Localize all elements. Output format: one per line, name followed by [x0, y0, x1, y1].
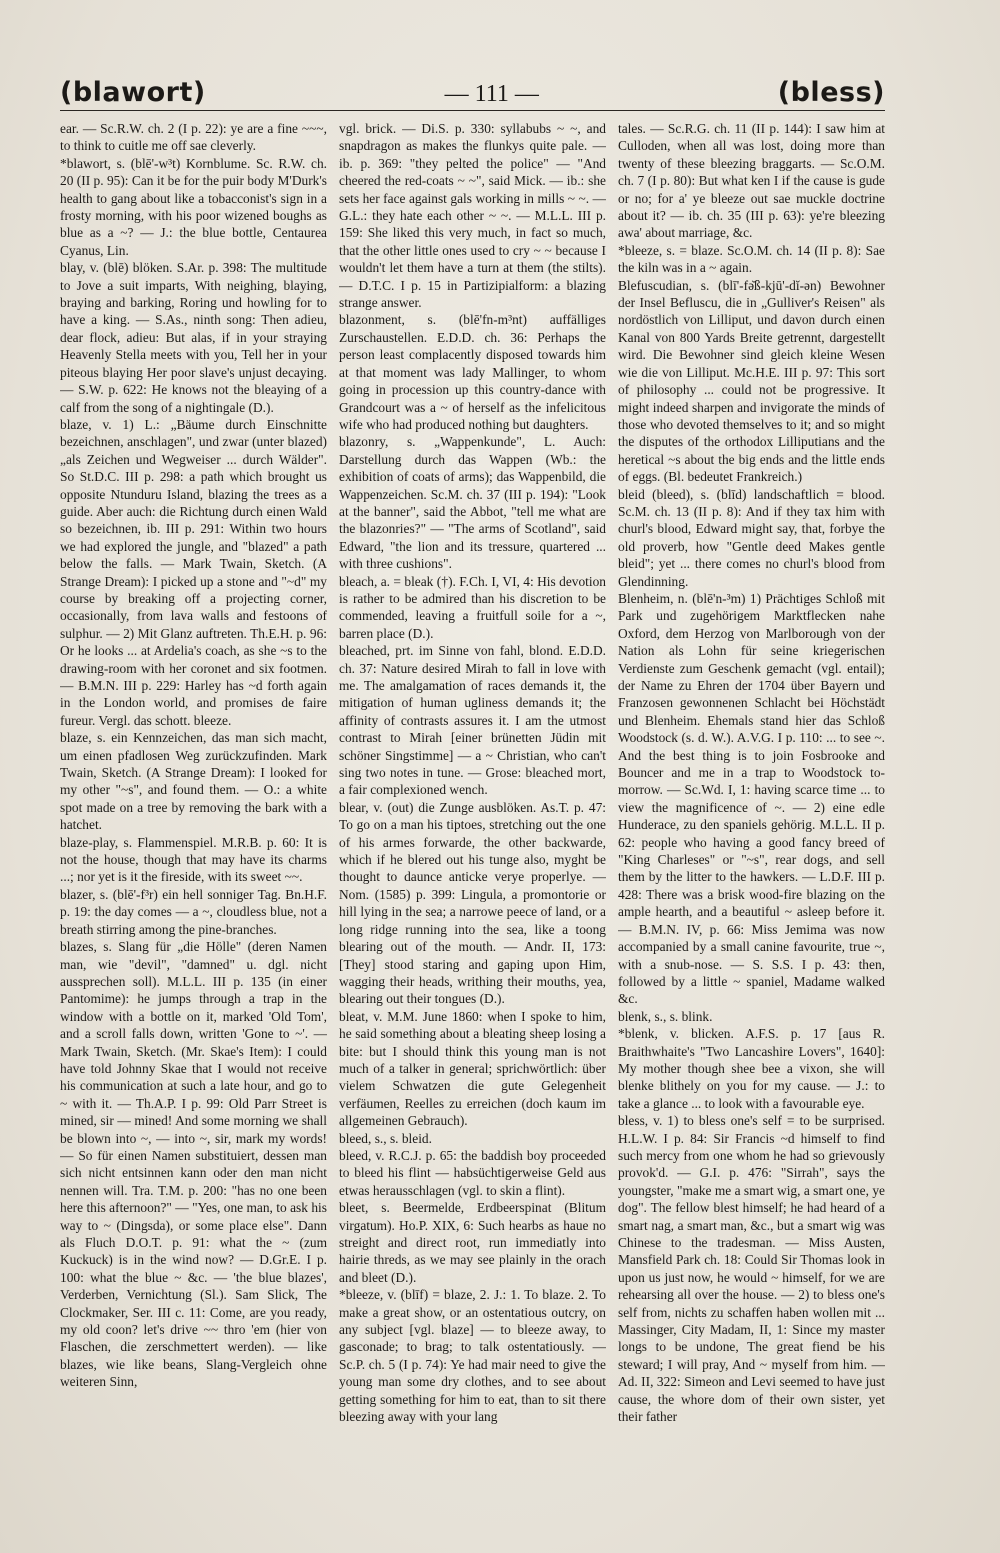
dictionary-entry: Blenheim, n. (blē'n-³m) 1) Prächtiges Schloß mit Park und zugehörigem Marktflecken nahe Oxford, dem Herzog von Marlborough von der Nation als Lohn für seine kriegerischen Verdienste zum Geschenk gemacht (vgl. entail); der Name zu Ehren der 1704 über Bayern und Franzosen gewonnenen Schlacht bei Höchstädt und Blenheim. Ehemals stand hier das Schloß Woodstock (s. d. W.). A.V.G. I p. 110: ... to see ~. And the best thing is to join Fosbrooke and Bouncer and me in a trap to Woodstock to-morrow. — Sc.Wd. I, 1: having scarce time ... to view the magnificence of ~. — 2) eine edle Hunderace, zu den spaniels gehörig. M.L.L. II p. 62: people who having a good fancy breed of "King Charleses" or "~s", rear dogs, and sell them by the litter to the hawkers. — L.D.F. III p. 428: There was a brisk wood-fire blazing on the ample hearth, and a beautiful ~ asleep before it. — B.M.N. IV, p. 66: Miss Jemima was now accompanied by a small canine favourite, true ~, with a snub-nose. — S. S.S. I p. 43: then, followed by a little ~ spaniel, Madame walked &c. [618, 590, 885, 1007]
column-left [60, 120, 327, 1540]
dictionary-entry: tales. — Sc.R.G. ch. 11 (II p. 144): I saw him at Culloden, when all was lost, doing more than twenty of these bleezing braggarts. — Sc.O.M. ch. 7 (I p. 80): But what ken I if the cause is gude or no; for a' ye bleeze out sae muckle doctrine about it? — ib. ch. 35 (III p. 63): ye're bleezing awa' about marriage, &c. [618, 121, 885, 241]
text-columns [60, 120, 885, 1540]
dictionary-entry: blaze, v. 1) L.: „Bäume durch Einschnitte bezeichnen, anschlagen", und zwar (unter blazed) „als Zeichen und Wegweiser ... durch Wälder". So St.D.C. III p. 298: a path which brought us opposite Ntunduru Island, blazing the trees as a guide. Aber auch: die Richtung durch einen Wald so bezeichnen, ib. III p. 291: Within two hours we had explored the jungle, and "blazed" a path below the falls. — Mark Twain, Sketch. (A Strange Dream): I picked up a stone and "~d" my course by breaking off a projecting corner, occasionally, from lava walls and festoons of sulphur. — 2) Mit Glanz auftreten. Th.E.H. p. 96: Or he looks ... at Ardelia's coach, as she ~s to the drawing-room with her coronet and six footmen. — B.M.N. III p. 229: Harley has ~d forth again in the London world, and promises de faire fureur. Vergl. das schott. bleeze. [60, 416, 327, 728]
dictionary-entry: bleat, v. M.M. June 1860: when I spoke to him, he said something about a bleating sheep losing a bite: but I should think this young man is not much of a talker in general; sprichwörtlich: über vielem Schwatzen die gute Gelegenheit verfäumen, Reelles zu erreichen (doch kaum im allgemeinen Gebrauch). [339, 1008, 606, 1129]
dictionary-entry: blazonment, s. (blē'fn-m³nt) auffälliges Zurschaustellen. E.D.D. ch. 36: Perhaps the person least complacently disposed towards him at that moment was lady Mallinger, to whom going in procession up this country-dance with Grandcourt was a ~ of herself as the infelicitous wife who had produced nothing but daughters. [339, 312, 606, 432]
right-running-headword: (bless) [777, 77, 885, 108]
page-number: — 111 — [444, 81, 539, 107]
header-rule [60, 110, 885, 111]
dictionary-entry: bleach, a. = bleak (†). F.Ch. I, VI, 4: His devotion is rather to be admired than his discretion to be commended, leaving a fruitfull soile for a ~, barren place (D.). [339, 573, 606, 641]
dictionary-entry: blazonry, s. „Wappenkunde", L. Auch: Darstellung durch das Wappen (Wb.: the exhibition of coats of arms); das Wappenbild, die Wappenzeichen. Sc.M. ch. 37 (III p. 194): "Look at the banner", said the Abbot, "tell me what are the blazonries?" — "The arms of Scotland", said Edward, "the lion and its tressure, quartered ... with three cushions". [339, 434, 606, 572]
dictionary-entry: bleet, s. Beermelde, Erdbeerspinat (Blitum virgatum). Ho.P. XIX, 6: Such hearbs as haue no streight and direct root, run immediatly into hairie threds, as we may see plainly in the orach and bleet (D.). [339, 1200, 606, 1285]
left-running-headword: (blawort) [60, 77, 206, 108]
dictionary-entry: Blefuscudian, s. (blī'-fə̆ß-kjū'-dĭ-ən) Bewohner der Insel Befluscu, die in „Gulliver's Reisen" als nordöstlich von Lilliput, und davon durch einen Kanal von 800 Yards Breite getrennt, dargestellt wird. Die Bewohner sind gleich kleine Wesen wie die von Lilliput. Mc.H.E. III p. 97: This sort of philosophy ... could not be progressive. It might indeed sharpen and invigorate the minds of those who devoted themselves to it; and so might the disputes of the orthodox Lilliputians and the heretical ~s about the big ends and the little ends of eggs. (Bl. bedeutet Frankreich.) [618, 277, 885, 485]
dictionary-entry: *bleeze, v. (blīf) = blaze, 2. J.: 1. To blaze. 2. To make a great show, or an ostentatious outcry, on any subject [vgl. blaze] — to bleeze away, to gasconade; to brag; to talk ostentatiously. — Sc.P. ch. 5 (I p. 74): Ye had mair need to give the young man some dry clothes, and to see about getting something for him to eat, than to sit there bleezing away with your lang [339, 1287, 606, 1425]
dictionary-entry: bleed, v. R.C.J. p. 65: the baddish boy proceeded to bleed his flint — habsüchtigerweise Geld aus etwas herausschlagen (vgl. to skin a flint). [339, 1147, 606, 1198]
dictionary-entry: bleid (bleed), s. (blīd) landschaftlich = blood. Sc.M. ch. 13 (II p. 8): And if they tax him with churl's blood, Edward might say, that, forbye the old proverb, how "Gentle deed Makes gentle bleid"; yet ... there comes no churl's blood from Glendinning. [618, 486, 885, 589]
column-middle [339, 120, 606, 1540]
dictionary-entry: *blenk, v. blicken. A.F.S. p. 17 [aus R. Braithwhaite's "Two Lancashire Lovers", 1640]: My mother though shee bee a vixon, she will blenke blithely on you for my cause. — J.: to take a glance ... to look with a favourable eye. [618, 1026, 885, 1111]
dictionary-entry: bleached, prt. im Sinne von fahl, blond. E.D.D. ch. 37: Nature desired Mirah to fall in love with me. The amalgamation of races demands it, the mitigation of human ugliness demands it; the affinity of contrasts assures it. I am the utmost contrast to Mirah [einer brünetten Jüdin mit schöner Singstimme] — a ~ Christian, who can't sing two notes in tune. — Grose: bleached mort, a fair complexioned wench. [339, 643, 606, 798]
dictionary-entry: blear, v. (out) die Zunge ausblöken. As.T. p. 47: To go on a man his tiptoes, stretching out the one of his armes forwarde, the other backwarde, which if he blered out his tunge also, myght be thought to daunce anticke verye properlye. — Nom. (1585) p. 399: Lingula, a promontorie or hill lying in the sea; a narrowe peece of land, or a long ridge running into the sea, like a toong blearing out of the mouth. — Andr. II, 173: [They] stood staring and gaping upon Him, wagging their heads, writhing their mouths, yea, blearing out their tongues (D.). [339, 799, 606, 1007]
dictionary-entry: blenk, s., s. blink. [618, 1008, 713, 1024]
dictionary-entry: blazer, s. (blē'-f³r) ein hell sonniger Tag. Bn.H.F. p. 19: the day comes — a ~, cloudless blue, not a breath stirring among the pine-branches. [60, 886, 327, 937]
page-header [60, 70, 885, 108]
dictionary-entry: ear. — Sc.R.W. ch. 2 (I p. 22): ye are a fine ~~~, to think to cuitle me off sae cleverly. [60, 121, 327, 154]
dictionary-entry: blay, v. (blē) blöken. S.Ar. p. 398: The multitude to Jove a suit imparts, With neighing, blaying, braying and barking, Roring und howling for to have a king. — S.As., ninth song: Then adieu, dear flock, adieu: But alas, if in your straying Heavenly Stella meets with you, Tell her in your piteous blaying Her poor slave's unjust decaying. — S.W. p. 622: He knows not the bleaying of a calf from the song of a nightingale (D.). [60, 260, 327, 415]
dictionary-entry: *blawort, s. (blē'-w³t) Kornblume. Sc. R.W. ch. 20 (II p. 95): Can it be for the puir body M'Durk's health to gang about like a tobacconist's sign in a frosty morning, with his poor wizened boughs as blue as a ~? — J.: the blue bottle, Centaurea Cyanus, Lin. [60, 155, 327, 258]
column-right [618, 120, 885, 1540]
dictionary-entry: bless, v. 1) to bless one's self = to be surprised. H.L.W. I p. 84: Sir Francis ~d himself to find such mercy from one whom he had so grievously provok'd. — G.I. p. 476: "Sirrah", says the youngster, "make me a smart wig, a smart one, ye dog". The fellow blest himself; he had heard of a smart nag, a smart man, &c., but a smart wig was Chinese to the tradesman. — Miss Austen, Mansfield Park ch. 18: Could Sir Thomas look in upon us just now, he would ~ himself, for we are rehearsing all over the house. — 2) to bless one's self from, nichts zu schaffen haben wollen mit ... Massinger, City Madam, II, 1: Since my master longs to be undone, The great fiend be his steward; I will pray, And ~ myself from him. — Ad. II, 322: Simeon and Levi seemed to have just cause, the whore dom of their own sister, yet their father [618, 1113, 885, 1425]
dictionary-entry: vgl. brick. — Di.S. p. 330: syllabubs ~ ~, and snapdragon as makes the flunkys quite pale. — ib. p. 369: "they pelted the police" — "And cheered the red-coats ~ ~", said Mick. — ib.: she sets her face against gals working in mills ~ ~. — G.L.: they hate each other ~ ~. — M.L.L. III p. 159: She liked this very much, in fact so much, that the other little ones used to cry ~ ~ because I wouldn't let them have a turn at them (the stilts). — D.T.C. I p. 15 in Partizipialform: a blazing strange answer. [339, 121, 606, 311]
dictionary-entry: blaze, s. ein Kennzeichen, das man sich macht, um einen pfadlosen Weg zurückzufinden. Mark Twain, Sketch. (A Strange Dream): I looked for my other "~s", and found them. — O.: a white spot made on a tree by removing the bark with a hatchet. [60, 730, 327, 833]
dictionary-entry: blazes, s. Slang für „die Hölle" (deren Namen man, wie "devil", "damned" u. dgl. nicht aussprechen soll). M.L.L. III p. 135 (in einer Pantomime): he jumps through a trap in the window with a bottle on it, marked 'Old Tom', and a scroll falls down, written 'Gone to ~'. — Mark Twain, Sketch. (Mr. Skae's Item): I could have told Johnny Skae that I would not receive his communication at such a late hour, and go to ~ with it. — Th.A.P. I p. 99: Old Parr Street is mined, sir — mined! And some morning we shall be blown into ~, — into ~, sir, mark my words! — So für einen Namen substituiert, dessen man sich nicht entsinnen kann oder den man nicht nennen will. Tra. T.M. p. 200: "has no one been here this afternoon?" — "Yes, one man, to ask his way to ~ (Dingsda), or some place else". Dann als Fluch D.O.T. p. 91: what the ~ (zum Kuckuck) is in the wind now? — D.Gr.E. I p. 100: what the blue ~ &c. — 'the blue blazes', Verderben, Vernichtung (Sl.). Sam Slick, The Clockmaker, Ser. III c. 11: Come, are you ready, my old coon? let's drive ~~ thro 'em (hier von Flaschen, die zerschmettert werden). — like blazes, wie like beans, Slang-Vergleich ohne weiteren Sinn, [60, 939, 327, 1390]
dictionary-entry: bleed, s., s. bleid. [339, 1130, 432, 1146]
dictionary-entry: blaze-play, s. Flammenspiel. M.R.B. p. 60: It is not the house, though that may have its charms ...; nor yet is it the fireside, with its sweet ~~. [60, 834, 327, 885]
dictionary-entry: *bleeze, s. = blaze. Sc.O.M. ch. 14 (II p. 8): Sae the kiln was in a ~ again. [618, 242, 885, 276]
